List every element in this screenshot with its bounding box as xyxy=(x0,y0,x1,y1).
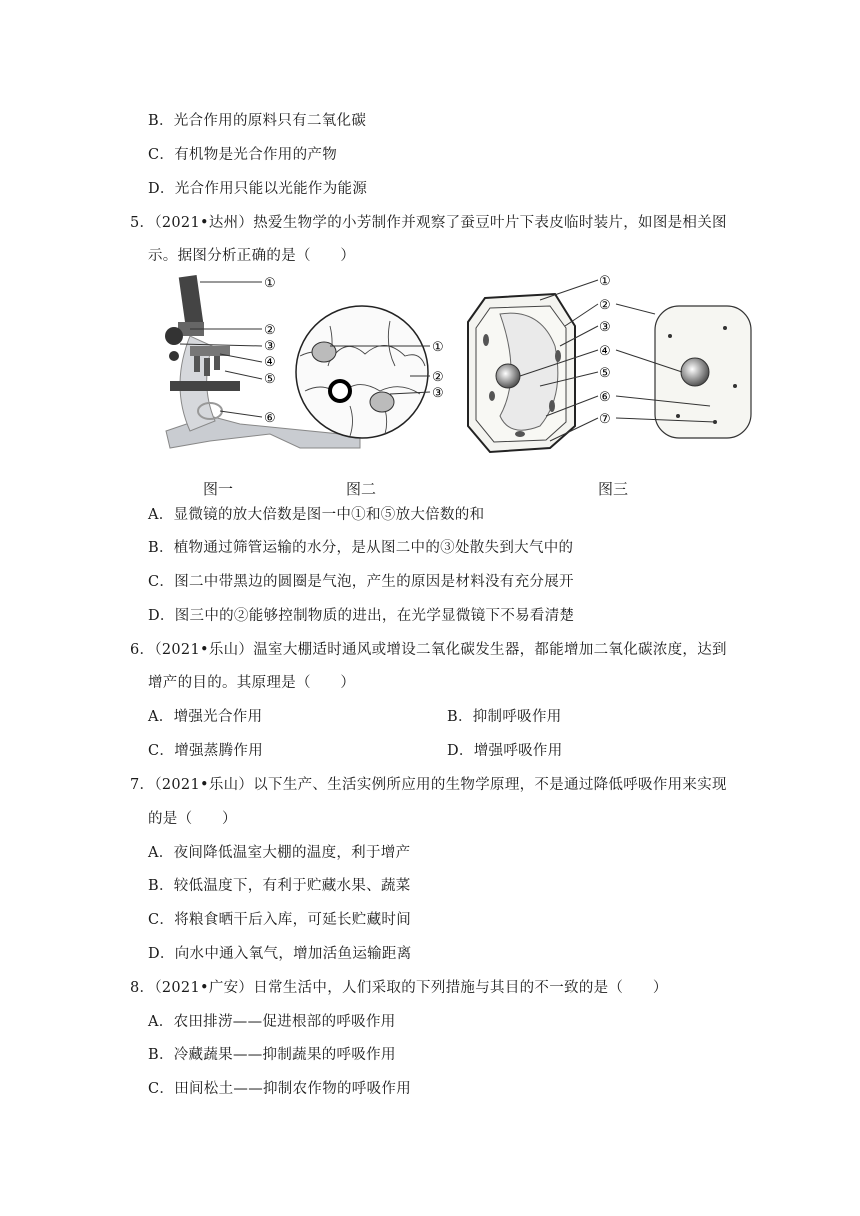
fig2-mark-1: ① xyxy=(432,340,444,355)
fig3-mark-4: ④ xyxy=(599,344,611,359)
fig2-mark-3: ③ xyxy=(432,386,444,401)
question-6-option-d: D．增强呼吸作用 xyxy=(447,743,563,759)
fig3-mark-2: ② xyxy=(599,298,611,313)
cell-comparison-drawing xyxy=(468,274,751,452)
question-5-option-d: D．图三中的②能够控制物质的进出，在光学显微镜下不易看清楚 xyxy=(148,608,575,624)
fig1-mark-4: ④ xyxy=(264,355,276,370)
question-5-option-a: A．显微镜的放大倍数是图一中①和⑤放大倍数的和 xyxy=(148,507,485,523)
question-5-option-b: B．植物通过筛管运输的水分，是从图二中的③处散失到大气中的 xyxy=(148,540,574,556)
question-5-stem-cont: 示。据图分析正确的是（ ） xyxy=(148,248,356,264)
fig2-mark-2: ② xyxy=(432,370,444,385)
question-8-option-b: B．冷藏蔬果——抑制蔬果的呼吸作用 xyxy=(148,1047,396,1063)
fig3-mark-3: ③ xyxy=(599,320,611,335)
question-6-stem-cont: 增产的目的。其原理是（ ） xyxy=(148,675,356,691)
figure-label-3: 图三 xyxy=(598,480,629,498)
question-6-option-b: B．抑制呼吸作用 xyxy=(447,709,562,725)
field-of-view-drawing xyxy=(296,306,444,438)
question-6-option-c: C．增强蒸腾作用 xyxy=(148,743,263,759)
fig3-mark-1: ① xyxy=(599,274,611,289)
question-7-option-b: B．较低温度下，有利于贮藏水果、蔬菜 xyxy=(148,878,411,894)
microscope-cell-diagram xyxy=(150,266,760,502)
question-6-stem: 6．（2021•乐山）温室大棚适时通风或增设二氧化碳发生器，都能增加二氧化碳浓度，达到 xyxy=(130,642,727,658)
question-7-option-a: A．夜间降低温室大棚的温度，利于增产 xyxy=(148,845,411,861)
fig3-mark-7: ⑦ xyxy=(599,412,611,427)
question-8-stem: 8．（2021•广安）日常生活中，人们采取的下列措施与其目的不一致的是（ ） xyxy=(130,980,668,996)
question-5-stem: 5．（2021•达州）热爱生物学的小芳制作并观察了蚕豆叶片下表皮临时装片，如图是相关图 xyxy=(130,215,727,231)
fig1-mark-6: ⑥ xyxy=(264,411,276,426)
question-7-stem-cont: 的是（ ） xyxy=(148,811,237,827)
question-5-figure xyxy=(150,266,760,502)
question-8-option-c: C．田间松土——抑制农作物的呼吸作用 xyxy=(148,1081,411,1097)
fig1-mark-5: ⑤ xyxy=(264,372,276,387)
option-c-q4: C．有机物是光合作用的产物 xyxy=(148,147,337,163)
fig3-mark-6: ⑥ xyxy=(599,390,611,405)
fig1-mark-2: ② xyxy=(264,323,276,338)
question-6-option-a: A．增强光合作用 xyxy=(148,709,263,725)
question-7-option-c: C．将粮食晒干后入库，可延长贮藏时间 xyxy=(148,912,411,928)
question-5-option-c: C．图二中带黑边的圆圈是气泡，产生的原因是材料没有充分展开 xyxy=(148,574,574,590)
question-7-stem: 7．（2021•乐山）以下生产、生活实例所应用的生物学原理，不是通过降低呼吸作用来实现 xyxy=(130,777,727,793)
fig1-mark-3: ③ xyxy=(264,339,276,354)
fig3-mark-5: ⑤ xyxy=(599,366,611,381)
question-8-option-a: A．农田排涝——促进根部的呼吸作用 xyxy=(148,1014,396,1030)
figure-label-1: 图一 xyxy=(203,480,234,498)
fig1-mark-1: ① xyxy=(264,276,276,291)
option-b-q4: B．光合作用的原料只有二氧化碳 xyxy=(148,113,367,129)
question-7-option-d: D．向水中通入氧气，增加活鱼运输距离 xyxy=(148,946,412,962)
option-d-q4: D．光合作用只能以光能作为能源 xyxy=(148,181,368,197)
figure-label-2: 图二 xyxy=(346,480,377,498)
